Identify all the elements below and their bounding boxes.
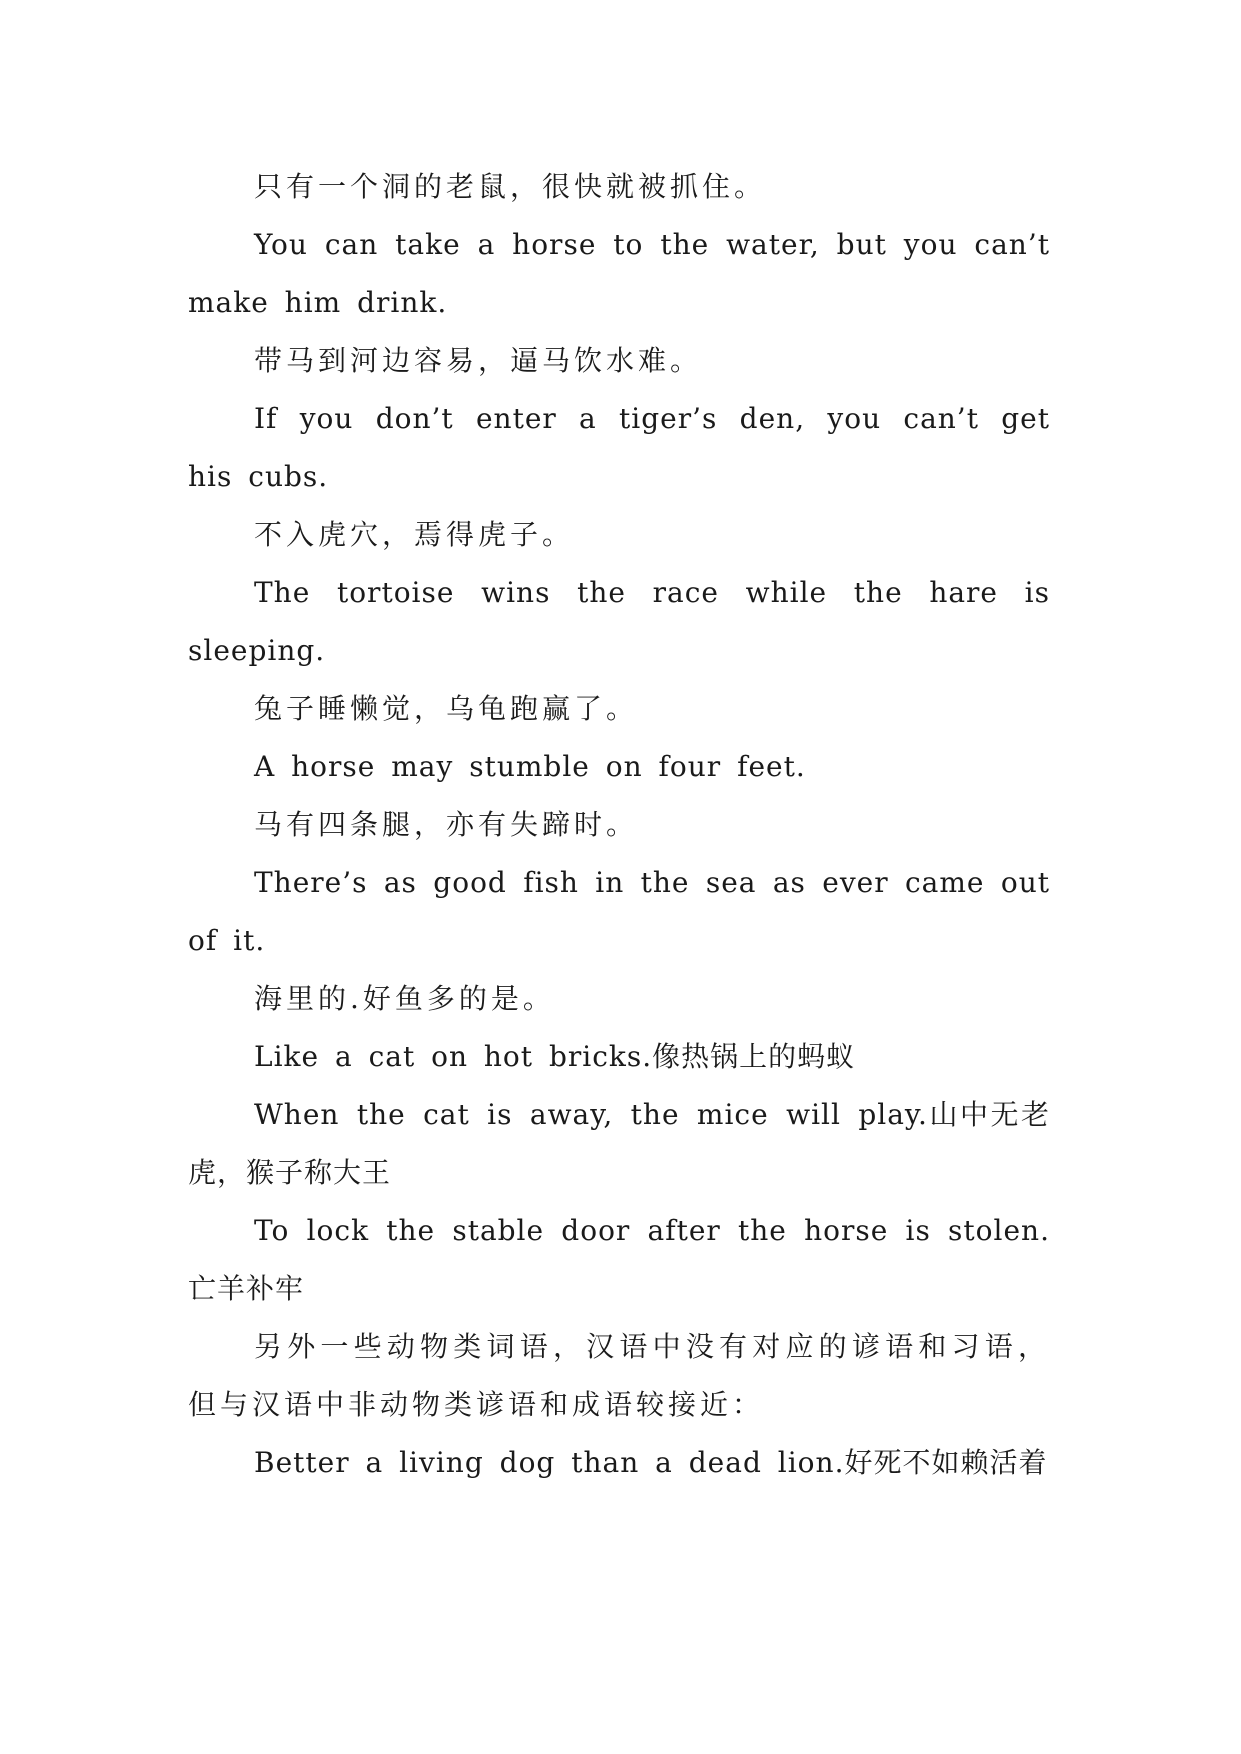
paragraph: 不入虎穴，焉得虎子。 [254,518,575,551]
paragraph: 兔子睡懒觉，乌龟跑赢了。 [254,692,639,725]
paragraph: 海里的.好鱼多的是。 [254,982,555,1015]
paragraph: A horse may stumble on four feet. [254,750,806,783]
paragraph: The tortoise wins the race while the hare is sleeping. [188,576,1050,667]
paragraph: Like a cat on hot bricks.像热锅上的蚂蚁 [254,1040,856,1073]
paragraph: 另外一些动物类词语，汉语中没有对应的谚语和习语，但与汉语中非动物类谚语和成语较接近： [188,1330,1050,1421]
paragraph: 带马到河边容易，逼马饮水难。 [254,344,703,377]
paragraph: Better a living dog than a dead lion.好死不如赖活着 [254,1446,1048,1479]
paragraph: 只有一个洞的老鼠，很快就被抓住。 [254,170,767,203]
paragraph: If you don’t enter a tiger’s den, you can’t get his cubs. [188,402,1050,493]
paragraph: There’s as good fish in the sea as ever came out of it. [188,866,1050,957]
paragraph: When the cat is away, the mice will play.山中无老虎，猴子称大王 [188,1098,1050,1189]
paragraph: You can take a horse to the water, but you can’t make him drink. [188,228,1050,319]
document-body [188,158,1050,1492]
paragraph: 马有四条腿，亦有失蹄时。 [254,808,639,841]
paragraph: To lock the stable door after the horse is stolen.亡羊补牢 [188,1214,1050,1305]
